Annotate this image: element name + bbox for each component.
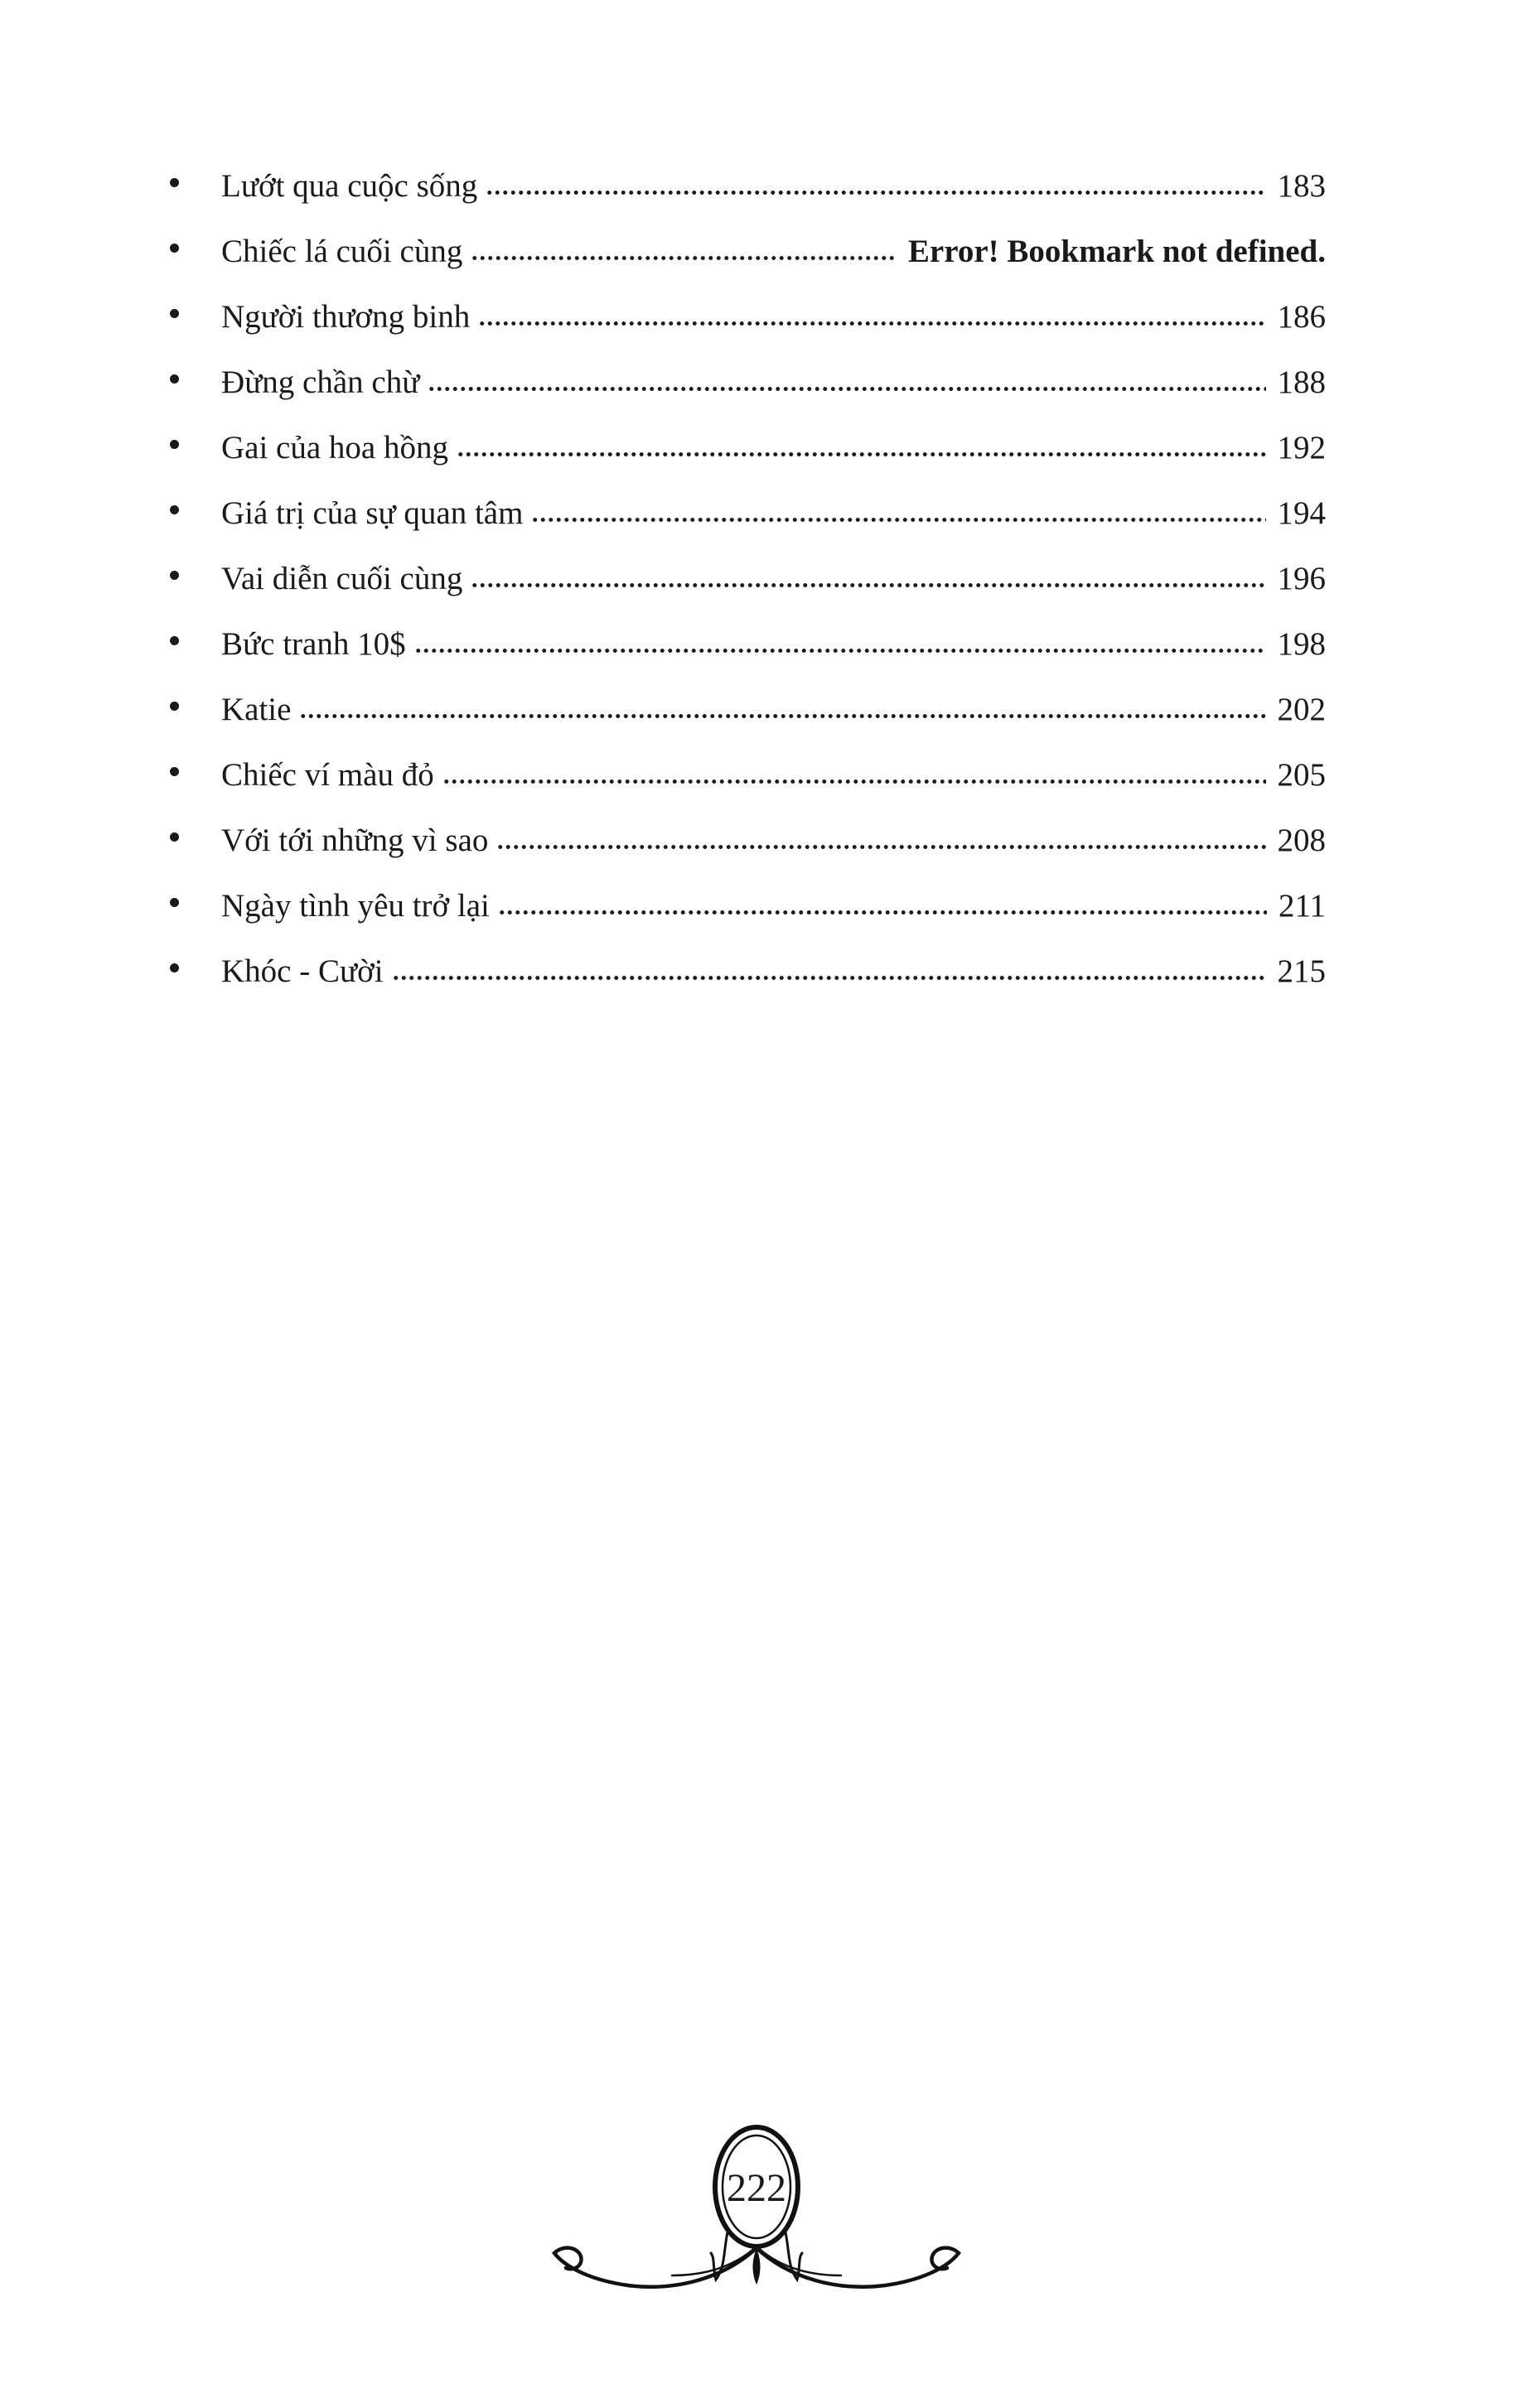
toc-entry-title: Người thương binh (221, 299, 471, 335)
bullet-icon (170, 153, 221, 219)
bullet-icon (170, 415, 221, 480)
toc-leader-dots (496, 843, 1265, 851)
bullet-icon (170, 546, 221, 611)
toc-entry-title: Lướt qua cuộc sống (221, 168, 478, 204)
toc-entry-page: 198 (1277, 626, 1326, 662)
toc-leader-dots (414, 647, 1266, 654)
bullet-icon (170, 219, 221, 284)
toc-leader-dots (457, 451, 1266, 458)
toc-row (170, 415, 1326, 480)
bullet-icon (170, 873, 221, 939)
toc-leader-dots (471, 254, 897, 262)
toc-row (170, 677, 1326, 742)
toc-entry-title: Chiếc ví màu đỏ (221, 757, 434, 793)
toc-row (170, 742, 1326, 808)
toc-entry-page: 211 (1278, 888, 1326, 924)
toc-entry-title: Đừng chần chừ (221, 364, 420, 400)
toc-entry-page: Error! Bookmark not defined. (907, 234, 1326, 269)
toc-entry-page: 215 (1277, 953, 1326, 989)
bullet-icon (170, 480, 221, 546)
toc-entry-title: Giá trị của sự quan tâm (221, 495, 524, 531)
toc-entry-title: Katie (221, 692, 292, 727)
toc-row (170, 153, 1326, 219)
toc-row (170, 808, 1326, 873)
toc-row (170, 350, 1326, 415)
toc-row (170, 611, 1326, 677)
toc-entry-page: 208 (1277, 823, 1326, 858)
page-number-ornament (541, 2121, 972, 2332)
toc-row (170, 939, 1326, 1004)
bullet-icon (170, 742, 221, 808)
toc-entry-page: 202 (1277, 692, 1326, 727)
toc-entry-page: 192 (1277, 430, 1326, 466)
toc-leader-dots (471, 581, 1265, 589)
toc-entry-page: 205 (1277, 757, 1326, 793)
toc-entry-page: 183 (1277, 168, 1326, 204)
footer-flourish-icon (541, 2121, 972, 2328)
bullet-icon (170, 939, 221, 1004)
toc-entry-title: Ngày tình yêu trở lại (221, 888, 490, 924)
toc-leader-dots (498, 909, 1267, 916)
toc-entry-page: 194 (1277, 495, 1326, 531)
toc-row (170, 546, 1326, 611)
toc-entry-page: 196 (1277, 561, 1326, 596)
bullet-icon (170, 350, 221, 415)
toc-entry-title: Vai diễn cuối cùng (221, 561, 463, 596)
toc-entry-page: 186 (1277, 299, 1326, 335)
bullet-icon (170, 284, 221, 350)
toc-leader-dots (486, 189, 1265, 196)
toc-row (170, 219, 1326, 284)
toc-leader-dots (299, 712, 1265, 720)
toc-row (170, 284, 1326, 350)
toc-row (170, 873, 1326, 939)
toc-entry-title: Bức tranh 10$ (221, 626, 406, 662)
toc-leader-dots (531, 516, 1265, 524)
toc-leader-dots (442, 778, 1266, 785)
toc-leader-dots (428, 385, 1265, 393)
toc-entry-title: Gai của hoa hồng (221, 430, 448, 466)
toc-entry-title: Với tới những vì sao (221, 823, 489, 858)
toc-leader-dots (392, 974, 1266, 982)
toc-leader-dots (478, 320, 1265, 327)
bullet-icon (170, 611, 221, 677)
toc-entry-title: Chiếc lá cuối cùng (221, 234, 463, 269)
bullet-icon (170, 677, 221, 742)
page-number: 222 (727, 2166, 786, 2210)
toc-list (170, 153, 1326, 1004)
toc-entry-title: Khóc - Cười (221, 953, 384, 989)
toc-entry-page: 188 (1277, 364, 1326, 400)
bullet-icon (170, 808, 221, 873)
toc-row (170, 480, 1326, 546)
